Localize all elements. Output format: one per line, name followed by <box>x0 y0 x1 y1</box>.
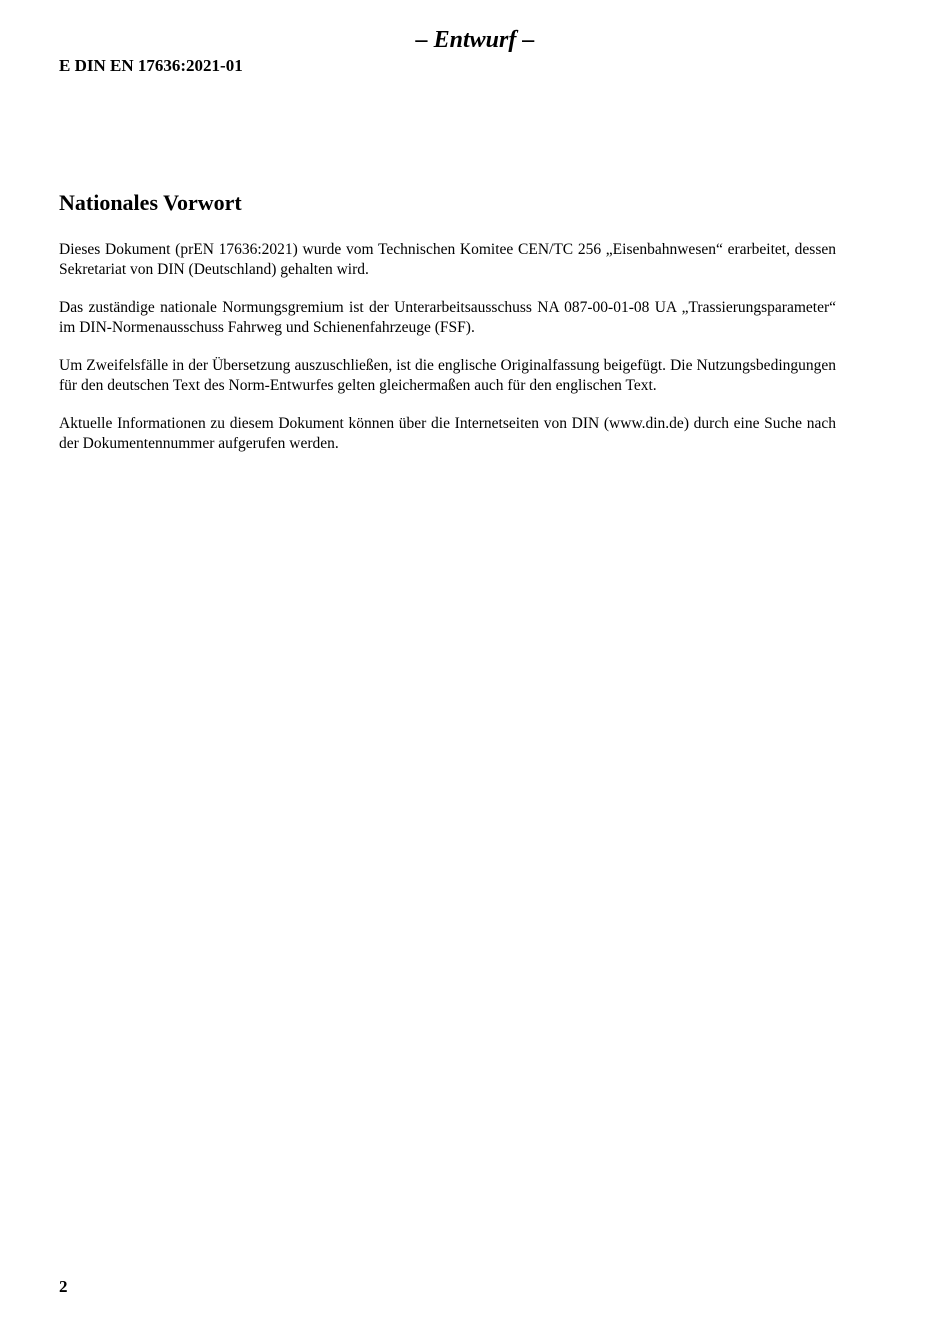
section-title: Nationales Vorwort <box>59 190 242 215</box>
paragraph-information: Aktuelle Informationen zu diesem Dokument können über die Internetseiten von DIN (www.din.de) durch eine Suche nach der Dokumentennummer aufgerufen werden. <box>59 415 836 452</box>
section-body <box>59 240 836 472</box>
paragraph-committee: Dieses Dokument (prEN 17636:2021) wurde vom Technischen Komitee CEN/TC 256 „Eisenbahnwesen“ erarbeitet, dessen Sekretariat von DIN (Deutschland) gehalten wird. <box>59 241 836 278</box>
paragraph-national-body: Das zuständige nationale Normungsgremium ist der Unterarbeitsausschuss NA 087-00-01-08 UA „Trassierungsparameter“ im DIN-Normenausschuss Fahrweg und Schienenfahrzeuge (FSF). <box>59 299 836 336</box>
draft-label: – Entwurf – <box>415 27 535 53</box>
page-number: 2 <box>59 1277 68 1296</box>
paragraph-translation: Um Zweifelsfälle in der Übersetzung auszuschließen, ist die englische Originalfassung beigefügt. Die Nutzungsbedingungen für den deutschen Text des Norm-Entwurfes gelten gleichermaßen auch für den englischen Text. <box>59 357 836 394</box>
document-id: E DIN EN 17636:2021-01 <box>59 56 243 75</box>
